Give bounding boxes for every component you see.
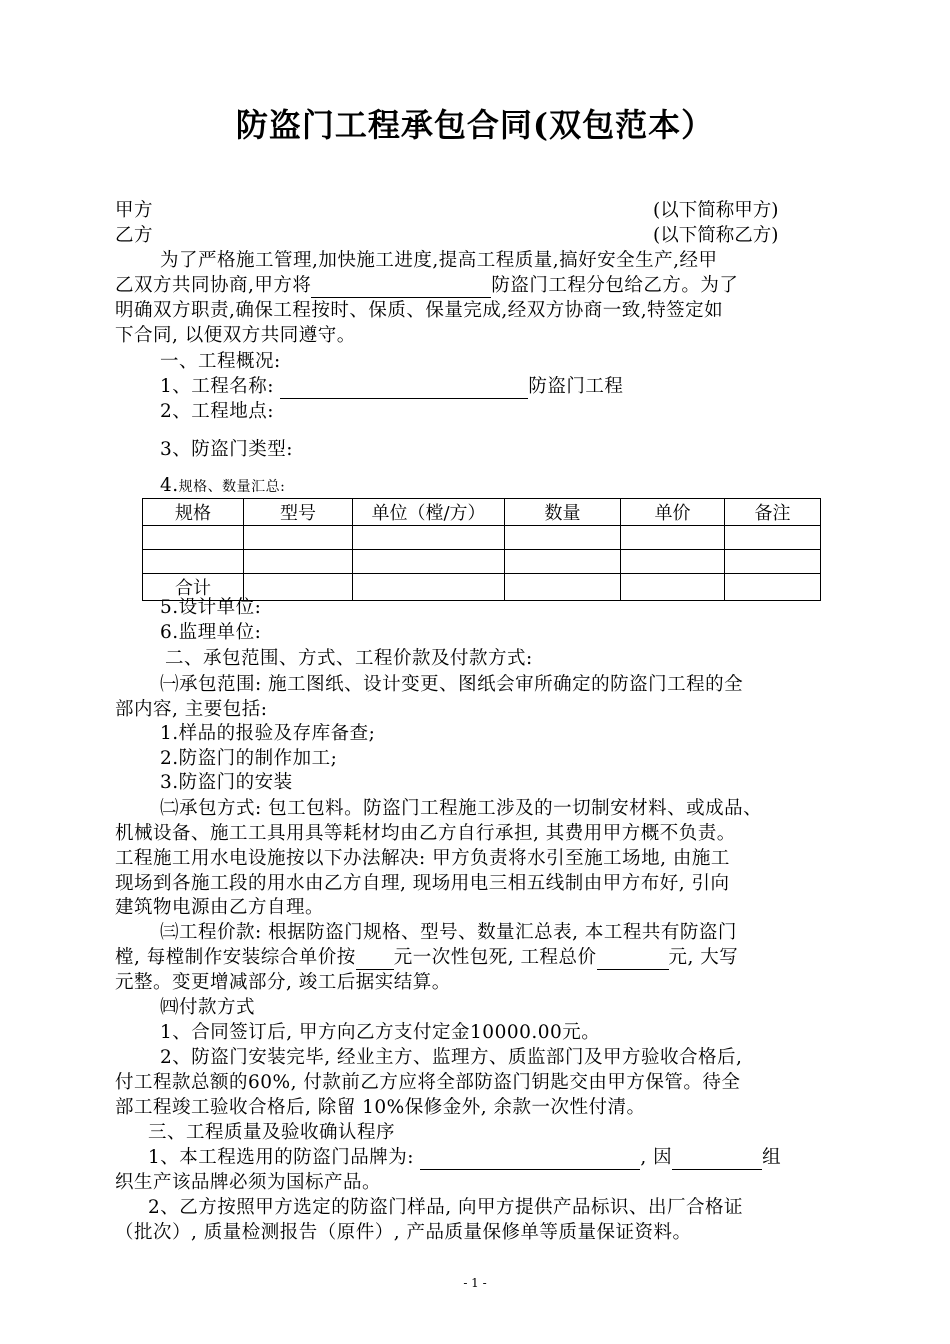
intro-line-1: 为了严格施工管理,加快施工进度,提高工程质量,搞好安全生产,经甲: [160, 250, 718, 271]
mode-line-1: ㈡承包方式: 包工包料。防盗门工程施工涉及的一切制安材料、或成品、: [160, 798, 763, 819]
project-location-line: 2、工程地点:: [160, 401, 275, 422]
payment-item-2-line-3: 部工程竣工验收合格后, 除留 10%保修金外, 余款一次性付清。: [115, 1097, 646, 1118]
spec-cell[interactable]: [244, 550, 353, 574]
party-b-note: (以下简称乙方): [653, 225, 779, 246]
scope-line-1: ㈠承包范围: 施工图纸、设计变更、图纸会审所确定的防盗门工程的全: [160, 674, 744, 695]
intro-line-2: 乙双方共同协商,甲方将 防盗门工程分包给乙方。为了: [115, 275, 739, 296]
spec-cell[interactable]: [725, 550, 821, 574]
quality-item-1-line-2: 织生产该品牌必须为国标产品。: [115, 1172, 382, 1193]
page-title: 防盗门工程承包合同(双包范本）: [235, 106, 715, 144]
quality-item-2-line-2: （批次）, 质量检测报告（原件）, 产品质量保修单等质量保证资料。: [115, 1222, 692, 1243]
price-line-3: 元整。变更增减部分, 竣工后据实结算。: [115, 972, 451, 993]
reason-blank[interactable]: [672, 1150, 762, 1170]
spec-cell[interactable]: [353, 526, 505, 550]
spec-total-label: 合计: [143, 574, 244, 601]
spec-cell[interactable]: [621, 526, 725, 550]
payment-heading: ㈣付款方式: [160, 997, 256, 1018]
payment-item-1: 1、合同签订后, 甲方向乙方支付定金10000.00元。: [160, 1022, 601, 1043]
mode-line-4: 现场到各施工段的用水由乙方自理, 现场用电三相五线制由甲方布好, 引向: [115, 873, 730, 894]
mode-line-5: 建筑物电源由乙方自理。: [115, 897, 325, 918]
spec-header-cell: 备注: [725, 499, 821, 526]
table-row: [143, 550, 821, 574]
spec-cell[interactable]: [505, 550, 621, 574]
intro-line-3: 明确双方职责,确保工程按时、保质、保量完成,经双方协商一致,特签定如: [115, 300, 724, 321]
spec-cell[interactable]: [244, 526, 353, 550]
party-a-label: 甲方: [115, 200, 154, 221]
list-item: 3.防盗门的安装: [160, 772, 293, 793]
project-name-blank[interactable]: [280, 379, 528, 399]
spec-cell[interactable]: [143, 526, 244, 550]
scope-line-2: 部内容, 主要包括:: [115, 699, 268, 720]
supervision-unit-line: 6.监理单位:: [160, 622, 262, 643]
unit-price-blank[interactable]: [356, 950, 394, 970]
quality-item-1-line-1: 1、本工程选用的防盗门品牌为: , 因 组: [148, 1147, 782, 1168]
spec-cell[interactable]: [353, 550, 505, 574]
page-number: - 1 -: [463, 1276, 487, 1290]
party-b-label: 乙方: [115, 225, 154, 246]
payment-item-2-line-1: 2、防盗门安装完毕, 经业主方、监理方、质监部门及甲方验收合格后,: [160, 1047, 743, 1068]
total-price-blank[interactable]: [597, 950, 669, 970]
payment-item-2-line-2: 付工程款总额的60%, 付款前乙方应将全部防盗门钥匙交由甲方保管。待全: [115, 1072, 741, 1093]
price-line-2: 樘, 每樘制作安装综合单价按 元一次性包死, 工程总价 元, 大写: [115, 947, 739, 968]
intro-line-4: 下合同, 以便双方共同遵守。: [115, 325, 356, 346]
spec-table: [142, 498, 821, 601]
quality-item-2-line-1: 2、乙方按照甲方选定的防盗门样品, 向甲方提供产品标识、出厂合格证: [148, 1197, 744, 1218]
brand-blank[interactable]: [420, 1150, 640, 1170]
list-item: 1.样品的报验及存库备查;: [160, 723, 376, 744]
spec-header-cell: 单价: [621, 499, 725, 526]
price-line-1: ㈢工程价款: 根据防盗门规格、型号、数量汇总表, 本工程共有防盗门: [160, 922, 737, 943]
spec-header-cell: 单位（樘/方）: [353, 499, 505, 526]
spec-summary-line: 4.规格、数量汇总:: [160, 475, 286, 496]
project-blank[interactable]: [311, 278, 491, 298]
mode-line-2: 机械设备、施工工具用具等耗材均由乙方自行承担, 其费用甲方概不负责。: [115, 823, 736, 844]
mode-line-3: 工程施工用水电设施按以下办法解决: 甲方负责将水引至施工场地, 由施工: [115, 848, 730, 869]
section-3-heading: 三、工程质量及验收确认程序: [148, 1122, 396, 1143]
spec-header-cell: 规格: [143, 499, 244, 526]
project-name-line: 1、工程名称: 防盗门工程: [160, 376, 624, 397]
spec-cell[interactable]: [621, 550, 725, 574]
spec-header-cell: 型号: [244, 499, 353, 526]
table-row: [143, 526, 821, 550]
section-1-heading: 一、工程概况:: [160, 351, 281, 372]
spec-cell[interactable]: [143, 550, 244, 574]
list-item: 2.防盗门的制作加工;: [160, 748, 338, 769]
design-unit-line: 5.设计单位:: [160, 597, 262, 618]
door-type-line: 3、防盗门类型:: [160, 439, 294, 460]
party-a-note: (以下简称甲方): [653, 200, 779, 221]
section-2-heading: 二、承包范围、方式、工程价款及付款方式:: [165, 648, 533, 669]
spec-cell[interactable]: [725, 526, 821, 550]
spec-table-header-row: [143, 499, 821, 526]
spec-header-cell: 数量: [505, 499, 621, 526]
spec-cell[interactable]: [505, 526, 621, 550]
